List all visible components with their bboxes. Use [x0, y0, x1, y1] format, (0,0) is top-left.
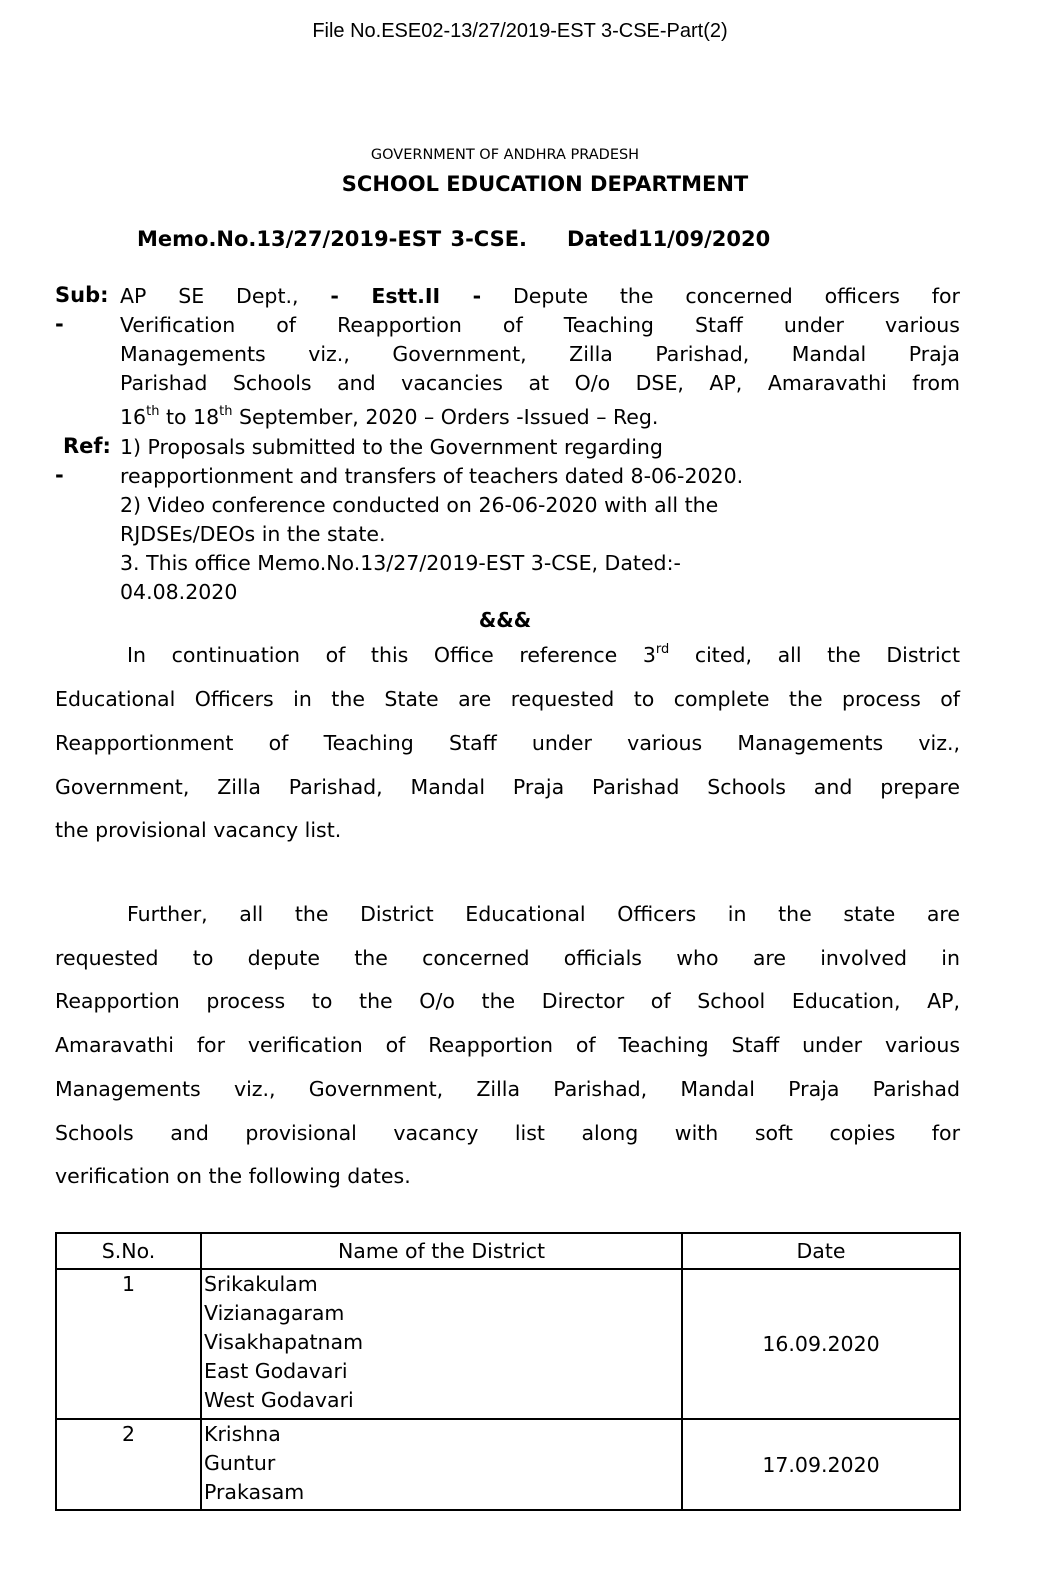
date-cell: 17.09.2020	[682, 1419, 960, 1510]
district-name: East Godavari	[204, 1359, 348, 1383]
paragraph-line: Amaravathi for verification of Reapportion of Teaching Staff under various	[55, 1033, 960, 1057]
subject-line: Parishad Schools and vacancies at O/o DSE, AP, Amaravathi from	[120, 371, 960, 395]
superscript: th	[219, 404, 233, 419]
district-name: West Godavari	[204, 1388, 354, 1412]
paragraph-line: Managements viz., Government, Zilla Parishad, Mandal Praja Parishad	[55, 1077, 960, 1101]
reference-line: 3. This office Memo.No.13/27/2019-EST 3-CSE, Dated:-	[120, 551, 681, 575]
subject-text: Depute the concerned officers for	[513, 284, 960, 308]
paragraph-line: Schools and provisional vacancy list along with soft copies for	[55, 1121, 960, 1145]
table-row	[56, 1419, 960, 1510]
district-name: Visakhapatnam	[204, 1330, 364, 1354]
superscript: rd	[655, 642, 670, 657]
memo-line	[137, 227, 770, 251]
header-date: Date	[682, 1233, 960, 1269]
subject-line: Verification of Reapportion of Teaching Staff under various	[120, 313, 960, 337]
separator: &&&	[478, 608, 532, 632]
reference-line: 2) Video conference conducted on 26-06-2020 with all the	[120, 493, 719, 517]
text: 16	[120, 405, 147, 429]
department-heading: SCHOOL EDUCATION DEPARTMENT	[341, 172, 749, 196]
district-schedule-table	[55, 1232, 961, 1511]
text: cited, all the District	[669, 643, 960, 667]
header-district: Name of the District	[201, 1233, 682, 1269]
subject-label: Sub:	[55, 283, 109, 307]
subject-bold-text: - Estt.II -	[330, 284, 482, 308]
subject-line	[120, 405, 658, 429]
subject-dash: -	[55, 312, 64, 336]
paragraph-line: verification on the following dates.	[55, 1164, 411, 1188]
district-name: Krishna	[204, 1422, 281, 1446]
header-sno: S.No.	[56, 1233, 201, 1269]
subject-line	[120, 284, 960, 308]
district-name: Srikakulam	[204, 1272, 318, 1296]
table-row	[56, 1269, 960, 1419]
table-header-row	[56, 1233, 960, 1269]
district-cell	[201, 1269, 682, 1419]
paragraph-line: Government, Zilla Parishad, Mandal Praja Parishad Schools and prepare	[55, 775, 960, 799]
reference-dash: -	[55, 463, 64, 487]
paragraph-line: Further, all the District Educational Officers in the state are	[127, 902, 960, 926]
reference-label: Ref:	[63, 434, 111, 458]
district-cell	[201, 1419, 682, 1510]
paragraph-line: the provisional vacancy list.	[55, 818, 342, 842]
district-name: Guntur	[204, 1451, 276, 1475]
paragraph-line	[127, 643, 960, 667]
superscript: th	[146, 404, 160, 419]
subject-line: Managements viz., Government, Zilla Parishad, Mandal Praja	[120, 342, 960, 366]
memo-number: Memo.No.13/27/2019-EST 3-CSE.	[137, 227, 528, 251]
paragraph-line: Reapportionment of Teaching Staff under various Managements viz.,	[55, 731, 960, 755]
date-cell: 16.09.2020	[682, 1269, 960, 1419]
paragraph-line: Reapportion process to the O/o the Director of School Education, AP,	[55, 989, 960, 1013]
reference-line: RJDSEs/DEOs in the state.	[120, 522, 386, 546]
government-heading: GOVERNMENT OF ANDHRA PRADESH	[370, 147, 640, 163]
district-name: Vizianagaram	[204, 1301, 345, 1325]
sno-cell: 1	[56, 1269, 201, 1419]
reference-line: 04.08.2020	[120, 580, 238, 604]
reference-line: reapportionment and transfers of teachers dated 8-06-2020.	[120, 464, 744, 488]
subject-text: AP SE Dept.,	[120, 284, 299, 308]
file-number: File No.ESE02-13/27/2019-EST 3-CSE-Part(2)	[312, 20, 728, 42]
text: to 18	[159, 405, 220, 429]
memo-date: Dated11/09/2020	[567, 227, 771, 251]
paragraph-line: requested to depute the concerned officials who are involved in	[55, 946, 960, 970]
sno-cell: 2	[56, 1419, 201, 1510]
district-name: Prakasam	[204, 1480, 305, 1504]
text: September, 2020 – Orders -Issued – Reg.	[232, 405, 659, 429]
reference-line: 1) Proposals submitted to the Government regarding	[120, 435, 663, 459]
text: In continuation of this Office reference 3	[127, 643, 656, 667]
paragraph-line: Educational Officers in the State are requested to complete the process of	[55, 687, 960, 711]
